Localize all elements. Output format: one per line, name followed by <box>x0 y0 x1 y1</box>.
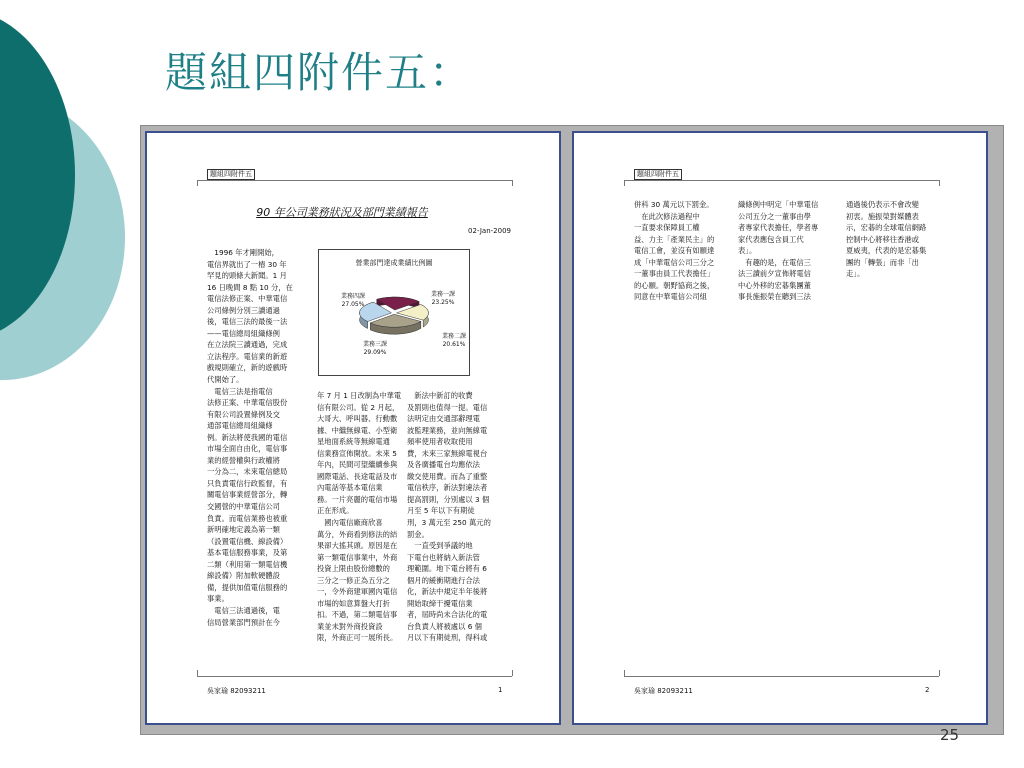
text-column-1: 1996 年才剛開始， 電信界就出了一樁 30 年 罕見的頭條大新聞。1 月 16 日晚間 8 點 10 分，在 電信法修正案、中華電信 公司條例分別三讀通過 後，電信三法的最後一法 ——電信總局組織條例 在立法院三讀通過，完成 立法程序。電信業的新遊 戲規則確立，新的遊戲時 代開始了。 電信三法是指電信 法修正案、中華電信股份 有限公司設置條例及交 通部電信總局組織條 例。新法將使我國的電信 市場全面自由化，電信事 業的經營權與行政權將 一分為二，未來電信總局 只負責電信行政監督，有 關電信事業經營部分，轉 交國營的中華電信公司 負責。而電信業務也被重 新明確地定義為第一類 （設置電信機、線設備） 基本電信服務事業，及第 二類（利用第一類電信機 線設備）附加軟硬體設 備，提供加值電信服務的 事業。 電信三法通過後，電 信局營業部門預計在今 <box>207 248 293 627</box>
document-page-1 <box>145 131 561 725</box>
footer-page-number: 2 <box>925 686 930 694</box>
footer-author: 吳家瑜 82093211 <box>207 687 266 695</box>
slide-number: 25 <box>940 726 960 744</box>
text-column-3: 通過後仍表示不會改變 初衷。施振榮對媒體表 示，宏碁的全球電信網路 控制中心將移往香港或 夏威夷，代表的是宏碁集 團的「轉張」而非「出 走」。 <box>846 200 927 279</box>
footer-author: 吳家瑜 82093211 <box>634 687 693 695</box>
report-date: 02-Jan-2009 <box>468 227 511 235</box>
footer-rule-tick-left <box>624 670 625 676</box>
slice-label-業務三課: 業務三課 29.09% <box>363 341 388 356</box>
footer-page-number: 1 <box>498 686 503 694</box>
header-rule <box>197 180 512 181</box>
document-page-2 <box>572 131 988 725</box>
text-column-1: 併科 30 萬元以下罰金。 在此次修法過程中 一直要求保障員工權 益、力主「產業民主」的 電信工會，並沒有如願達 成「中華電信公司三分之 一董事由員工代表擔任」 的心願。朝野協商之後， 同意在中華電信公司組 <box>634 200 715 302</box>
header-rule-tick-right <box>939 180 940 186</box>
header-rule-tick-left <box>197 180 198 186</box>
page-header-label: 題組四附件五 <box>207 169 255 180</box>
footer-rule <box>197 676 512 677</box>
page-header-label: 題組四附件五 <box>634 169 682 180</box>
slice-label-業務一課: 業務一課 23.25% <box>431 291 456 306</box>
header-rule-tick-left <box>624 180 625 186</box>
text-column-3: 新法中新訂的收費 及罰則也值得一提。電信 法明定由交通部辭理電 波監理業務，並向無線電 頻率使用者收取使用 費，未來三家無線電視台 及各廣播電台均應依法 繳交使用費。而為了重整 電信秩序，新法對違法者 提高罰則，分別處以 3 個 月至 5 年以下有期徒 刑，3 萬元至 250 萬元的 罰金。 一直受到爭議的地 下電台也將納入新法管 理範圍。地下電台將有 6 個月的緩衝期進行合法 化，新法中規定半年後將 開始取締干擾電信業 者，屆時尚未合法化的電 台負責人將被處以 6 個 月以下有期徒刑，得科或 <box>407 391 491 643</box>
footer-rule-tick-right <box>939 670 940 676</box>
header-rule <box>624 180 939 181</box>
slide-title: 題組四附件五： <box>165 48 474 97</box>
text-column-2: 年 7 月 1 日改制為中華電 信有限公司。從 2 月起， 大哥大、呼叫器、行動數 據、中繼無線電、小型衛 星地面系統等無線電通 信業務宣佈開放。未來 5 年內，民間可望繼續參與 國際電話、長途電話及市 內電話等基本電信業 務。一片亮麗的電信市場 正在形成。 國內電信廠商欣喜 萬分，外商看到修法的結 果卻大搖其頭。原因是在 第一類電信事業中，外商 投資上限由股份總數的 三分之一修正為五分之 一，令外商建軍國內電信 市場的如意算盤大打折 扣。不過，第二類電信事 業並未對外商投資設 限，外商正可一展所長。 <box>317 391 402 643</box>
chart-title: 營業部門達成業績比例圖 <box>355 259 433 267</box>
footer-rule <box>624 676 939 677</box>
pie-chart <box>318 249 470 376</box>
pie-chart-svg <box>319 250 469 375</box>
slice-label-業務二課: 業務二課 20.61% <box>442 333 467 348</box>
header-rule-tick-right <box>512 180 513 186</box>
text-column-2: 織條例中明定「中華電信 公司五分之一董事由學 者專家代表擔任，學者專 家代表應包含員工代 表」。 有趣的是，在電信三 法三讀前夕宣佈將電信 中心外移的宏碁集團董 事長施振榮在聽到三法 <box>738 200 819 302</box>
document-preview-frame <box>140 125 1004 735</box>
footer-rule-tick-right <box>512 670 513 676</box>
slice-label-業務四課: 業務四課 27.05% <box>341 293 366 308</box>
footer-rule-tick-left <box>197 670 198 676</box>
report-title: 90 年公司業務狀況及部門業績報告 <box>256 206 428 219</box>
